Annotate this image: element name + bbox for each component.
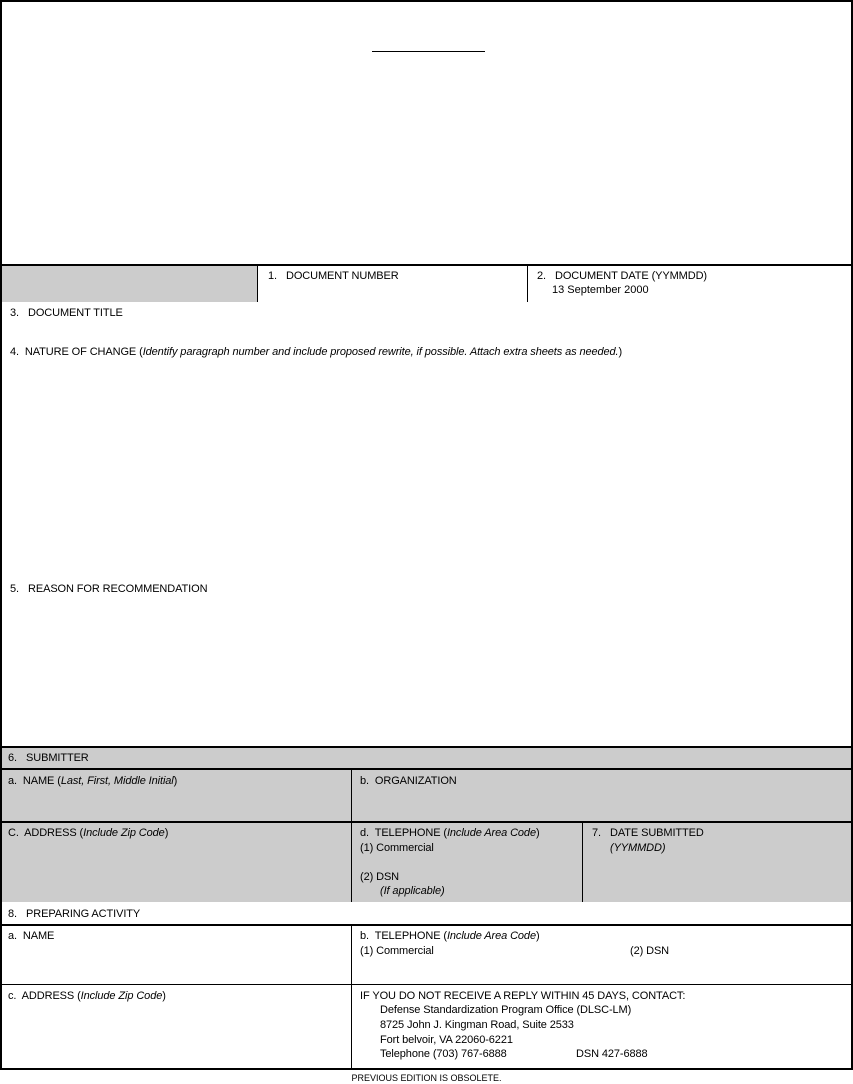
preparing-address-hint: Include Zip Code — [80, 990, 163, 1002]
preparing-tel-close: ) — [535, 930, 540, 942]
date-submitted-hint: (YYMMDD) — [610, 842, 666, 854]
submitter-name-label-line — [8, 774, 177, 788]
submitter-tel-dsn-hint: (If applicable) — [380, 885, 445, 897]
document-number-label: DOCUMENT NUMBER — [286, 270, 399, 282]
preparing-address-label: ADDRESS ( — [21, 990, 81, 1002]
contact-city: Fort belvoir, VA 22060-6221 — [380, 1034, 513, 1046]
preparing-name-label-line — [8, 929, 54, 943]
submitter-label: SUBMITTER — [26, 752, 89, 764]
nature-of-change-close: ) — [618, 346, 623, 358]
submitter-org-prefix: b. — [360, 775, 369, 787]
submitter-tel-commercial: (1) Commercial — [360, 842, 434, 854]
instructions-underline — [372, 51, 485, 52]
preparing-tel-dsn: (2) DSN — [630, 945, 670, 957]
submitter-address-close: ) — [164, 827, 169, 839]
submitter-organization-field[interactable] — [352, 770, 851, 821]
submitter-org-label-line — [360, 774, 457, 788]
submitter-tel-hint: Include Area Code — [446, 827, 536, 839]
footer-note: PREVIOUS EDITION IS OBSOLETE. — [351, 1073, 502, 1083]
preparing-tel-hint: Include Area Code — [446, 930, 536, 942]
reason-num: 5. — [10, 583, 19, 595]
document-date-field[interactable] — [528, 266, 851, 302]
document-number-field[interactable] — [258, 266, 527, 302]
contact-dsn: DSN 427-6888 — [576, 1048, 648, 1060]
nature-of-change-hint: Identify paragraph number and include proposed rewrite, if possible. Attach extra sheets as needed. — [142, 346, 619, 358]
submitter-name-label: NAME ( — [22, 775, 61, 787]
preparing-address-close: ) — [162, 990, 166, 1002]
document-title-num: 3. — [10, 307, 19, 319]
contact-phone: Telephone (703) 767-6888 — [380, 1048, 507, 1060]
preparing-address-prefix: c. — [8, 990, 17, 1002]
contact-heading: IF YOU DO NOT RECEIVE A REPLY WITHIN 45 DAYS, CONTACT: — [360, 990, 686, 1002]
preparing-tel-label-line — [360, 929, 540, 943]
submitter-org-label: ORGANIZATION — [374, 775, 457, 787]
instructions-area — [0, 33, 853, 266]
preparing-address-field[interactable] — [2, 985, 351, 1069]
submitter-address-prefix: C. — [8, 827, 19, 839]
preparing-label: PREPARING ACTIVITY — [26, 908, 141, 920]
submitter-tel-close: ) — [535, 827, 540, 839]
form-header — [0, 0, 853, 35]
submitter-name-prefix: a. — [8, 775, 17, 787]
preparing-tel-commercial: (1) Commercial — [360, 945, 434, 957]
contact-street: 8725 John J. Kingman Road, Suite 2533 — [380, 1019, 574, 1031]
preparing-name-label: NAME — [22, 930, 55, 942]
submitter-address-label-line — [8, 826, 168, 840]
preparing-name-field[interactable] — [2, 926, 351, 984]
date-submitted-field[interactable] — [583, 823, 851, 903]
reason-field[interactable] — [0, 576, 853, 748]
submitter-name-hint: Last, First, Middle Initial — [60, 775, 174, 787]
submitter-address-field[interactable] — [2, 823, 351, 903]
submitter-telephone-field[interactable] — [352, 823, 582, 903]
document-number-num: 1. — [268, 270, 277, 282]
reason-label: REASON FOR RECOMMENDATION — [28, 583, 208, 595]
nature-of-change-field[interactable] — [0, 341, 853, 578]
preparing-address-label-line — [8, 989, 166, 1003]
submitter-name-field[interactable] — [2, 770, 351, 821]
submitter-name-close: ) — [173, 775, 178, 787]
preparing-num: 8. — [8, 908, 17, 920]
date-submitted-label: DATE SUBMITTED — [610, 827, 704, 839]
submitter-tel-dsn: (2) DSN — [360, 871, 400, 883]
nature-of-change-label-line — [10, 345, 622, 359]
nature-of-change-num: 4. — [10, 346, 19, 358]
date-submitted-num: 7. — [592, 827, 601, 839]
submitter-tel-label-line — [360, 826, 540, 840]
document-date-num: 2. — [537, 270, 546, 282]
document-date-label: DOCUMENT DATE (YYMMDD) — [555, 270, 707, 282]
document-date-value: 13 September 2000 — [552, 284, 649, 296]
document-title-field[interactable] — [0, 302, 853, 343]
submitter-address-label: ADDRESS ( — [24, 827, 84, 839]
preparing-name-prefix: a. — [8, 930, 17, 942]
document-title-label: DOCUMENT TITLE — [28, 307, 123, 319]
submitter-tel-label: TELEPHONE ( — [374, 827, 447, 839]
contact-org: Defense Standardization Program Office (DLSC-LM) — [380, 1004, 632, 1016]
preparing-telephone-field[interactable] — [352, 926, 851, 984]
submitter-address-hint: Include Zip Code — [83, 827, 165, 839]
preparing-tel-prefix: b. — [360, 930, 369, 942]
submitter-num: 6. — [8, 752, 17, 764]
submitter-tel-prefix: d. — [360, 827, 369, 839]
contact-info-block — [352, 985, 851, 1069]
preparing-tel-label: TELEPHONE ( — [374, 930, 447, 942]
gray-cell — [2, 266, 257, 302]
nature-of-change-label: NATURE OF CHANGE ( — [24, 346, 143, 358]
